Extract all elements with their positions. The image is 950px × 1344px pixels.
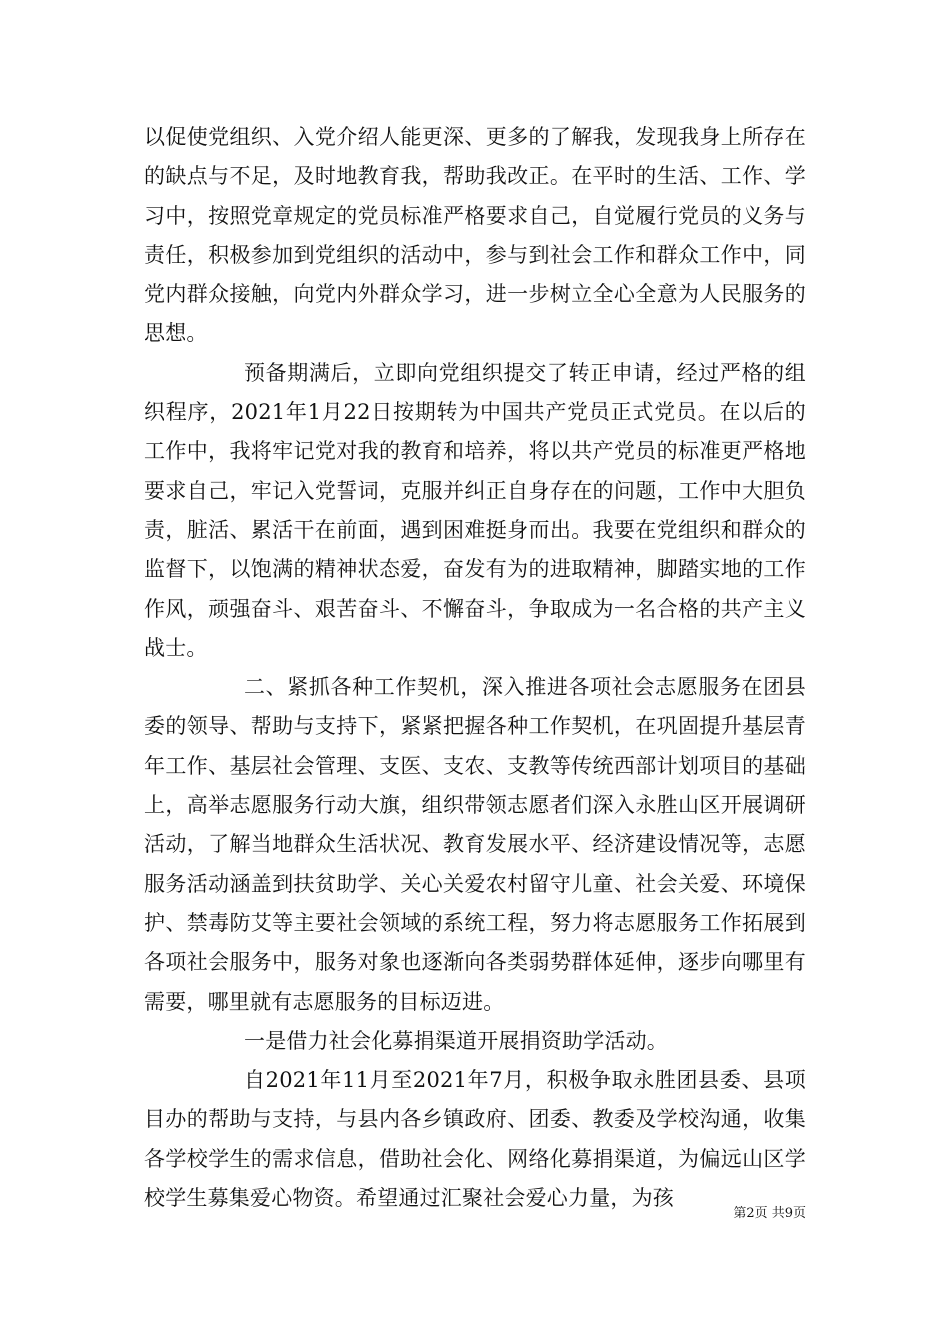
paragraph-4: 一是借力社会化募捐渠道开展捐资助学活动。 — [244, 1028, 668, 1053]
paragraph-5: 自2021年11月至2021年7月，积极争取永胜团县委、县项目办的帮助与支持，与县内各乡镇政府、团委、教委及学校沟通，收集各学校学生的需求信息，借助社会化、网络化募捐渠道，为偏远山区学校学生募集爱心物资。希望通过汇聚社会爱心力量，为孩 — [144, 1068, 806, 1211]
paragraph-3: 二、紧抓各种工作契机，深入推进各项社会志愿服务在团县委的领导、帮助与支持下，紧紧把握各种工作契机，在巩固提升基层青年工作、基层社会管理、支医、支农、支教等传统西部计划项目的基础上，高举志愿服务行动大旗，组织带领志愿者们深入永胜山区开展调研活动，了解当地群众生活状况、教育发展水平、经济建设情况等，志愿服务活动涵盖到扶贫助学、关心关爱农村留守儿童、社会关爱、环境保护、禁毒防艾等主要社会领域的系统工程，努力将志愿服务工作拓展到各项社会服务中，服务对象也逐渐向各类弱势群体延伸，逐步向哪里有需要，哪里就有志愿服务的目标迈进。 — [144, 675, 806, 1014]
paragraph-1: 以促使党组织、入党介绍人能更深、更多的了解我，发现我身上所存在的缺点与不足，及时地教育我，帮助我改正。在平时的生活、工作、学习中，按照党章规定的党员标准严格要求自己，自觉履行党员的义务与责任，积极参加到党组织的活动中，参与到社会工作和群众工作中，同党内群众接触，向党内外群众学习，进一步树立全心全意为人民服务的思想。 — [144, 125, 806, 346]
document-body — [144, 118, 806, 1218]
page-number-footer: 第2页 共9页 — [733, 1206, 806, 1221]
paragraph-2: 预备期满后，立即向党组织提交了转正申请，经过严格的组织程序，2021年1月22日按期转为中国共产党员正式党员。在以后的工作中，我将牢记党对我的教育和培养，将以共产党员的标准更严格地要求自己，牢记入党誓词，克服并纠正自身存在的问题，工作中大胆负责，脏活、累活干在前面，遇到困难挺身而出。我要在党组织和群众的监督下，以饱满的精神状态爱，奋发有为的进取精神，脚踏实地的工作作风，顽强奋斗、艰苦奋斗、不懈奋斗，争取成为一名合格的共产主义战士。 — [144, 360, 806, 660]
